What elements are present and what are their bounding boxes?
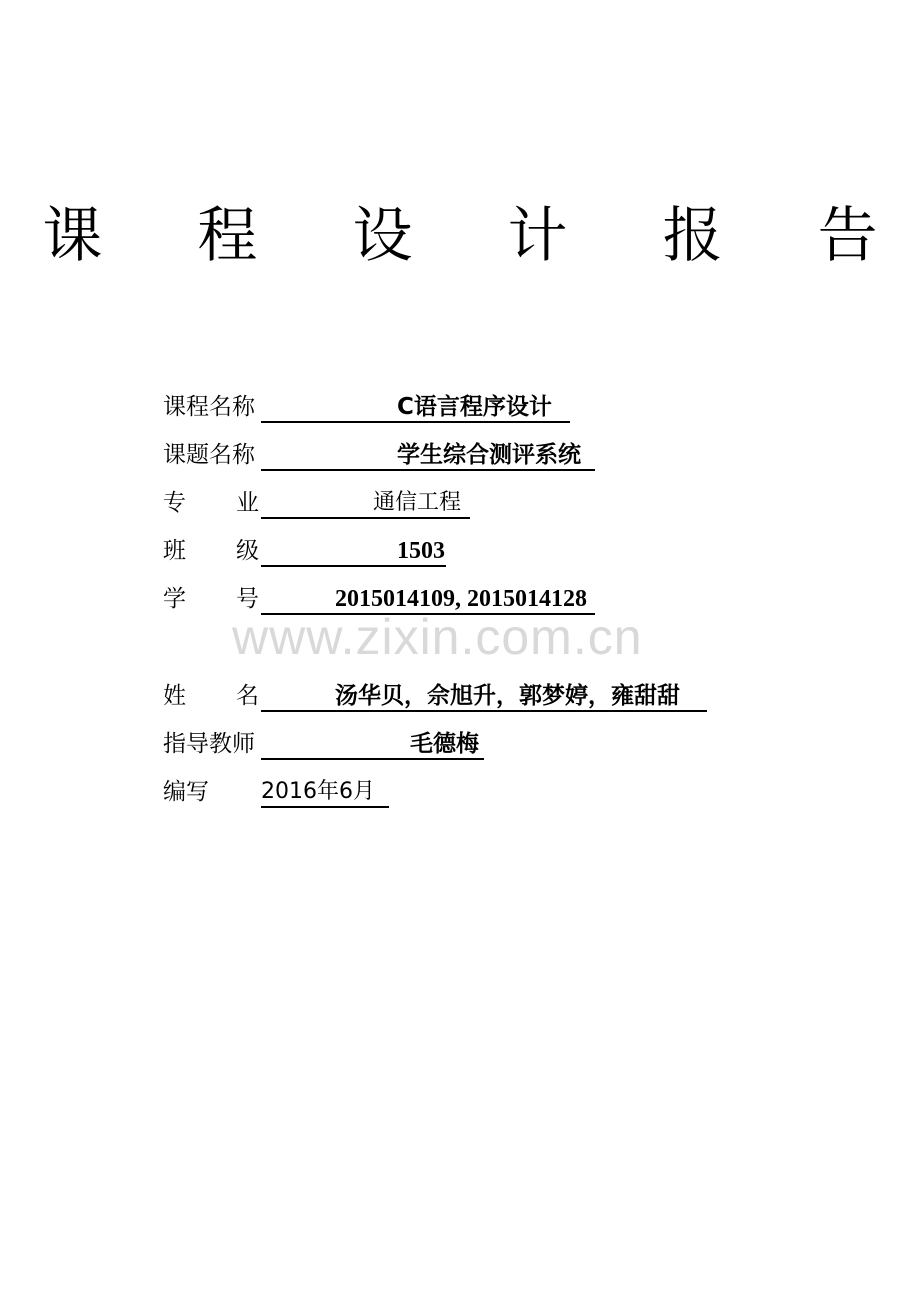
major-label-char-2: 业 — [236, 490, 259, 516]
advisor-underline — [261, 727, 484, 760]
name-label — [163, 679, 259, 713]
major-value: 通信工程 — [373, 490, 462, 515]
course-name-label: 课程名称 — [163, 394, 255, 420]
class-label-char-2: 级 — [236, 538, 259, 564]
major-label-char-1: 专 — [163, 490, 186, 516]
class-underline — [261, 534, 446, 567]
student-id-label — [163, 582, 259, 616]
name-value: 汤华贝，佘旭升，郭梦婷，雍甜甜 — [335, 683, 680, 709]
name-label-char-2: 名 — [236, 683, 259, 709]
topic-name-label: 课题名称 — [163, 442, 255, 468]
course-name-underline — [261, 390, 570, 423]
advisor-value: 毛德梅 — [410, 731, 479, 757]
written-underline — [261, 775, 389, 808]
class-label-char-1: 班 — [163, 538, 186, 564]
advisor-label: 指导教师 — [163, 731, 255, 757]
course-name-value: C语言程序设计 — [397, 394, 552, 420]
class-label — [163, 534, 259, 568]
major-underline — [261, 486, 470, 519]
written-label: 编写 — [163, 779, 209, 805]
page-title: 课 程 设 计 报 告 — [42, 201, 916, 271]
written-value: 2016年6月 — [261, 779, 375, 804]
student-id-label-char-1: 学 — [163, 586, 186, 612]
name-underline — [261, 679, 707, 712]
student-id-label-char-2: 号 — [236, 586, 259, 612]
class-value: 1503 — [397, 538, 445, 564]
topic-name-underline — [261, 438, 595, 471]
student-id-value: 2015014109, 2015014128 — [335, 586, 587, 612]
watermark-text: www.zixin.com.cn — [232, 609, 643, 665]
major-label — [163, 486, 259, 520]
name-label-char-1: 姓 — [163, 683, 186, 709]
topic-name-value: 学生综合测评系统 — [397, 442, 581, 468]
